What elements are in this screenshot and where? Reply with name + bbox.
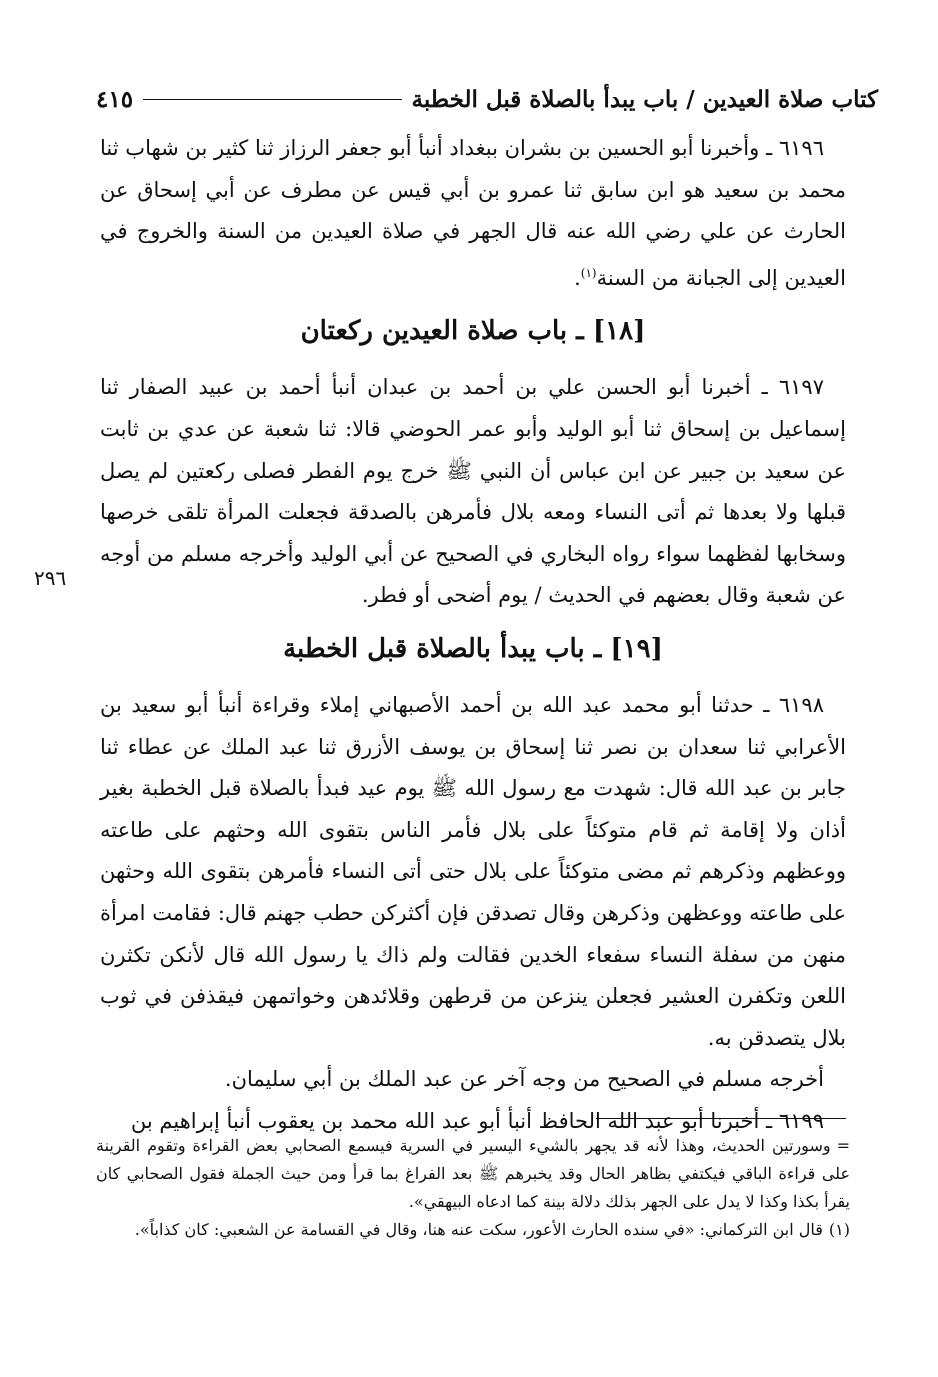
margin-page-reference: ٢٩٦ bbox=[34, 566, 67, 590]
hadith-6196-text: ٦١٩٦ ـ وأخبرنا أبو الحسين بن بشران ببغداد أنبأ أبو جعفر الرزاز ثنا كثير بن شهاب ثنا محمد بن سعيد هو ابن سابق ثنا عمرو بن أبي قيس عن مطرف عن أبي إسحاق عن الحارث عن علي رضي الله عنه قال الجهر في صلاة العيدين من السنة والخروج في العيدين إلى الجبانة من السنة bbox=[100, 136, 846, 290]
hadith-6196 bbox=[100, 128, 846, 299]
page-number: ٤١٥ bbox=[96, 86, 134, 113]
section-heading-19: [١٩] ـ باب يبدأ بالصلاة قبل الخطبة bbox=[283, 633, 663, 664]
footnote-1-marker: (١) bbox=[828, 1220, 850, 1239]
hadith-6198: ٦١٩٨ ـ حدثنا أبو محمد عبد الله بن أحمد الأصبهاني إملاء وقراءة أنبأ أبو سعيد بن الأعرابي ثنا سعدان بن نصر ثنا إسحاق بن يوسف الأزرق ثنا عبد الملك عن عطاء ثنا جابر بن عبد الله قال: شهدت مع رسول الله ﷺ يوم عيد فبدأ بالصلاة قبل الخطبة بغير أذان ولا إقامة ثم قام متوكئاً على بلال فأمر الناس بتقوى الله وحثهم على طاعته ووعظهم وذكرهم ثم مضى متوكئاً على بلال حتى أتى النساء فأمرهن بتقوى الله وحثهن على طاعته ووعظهن وذكرهن وقال تصدقن فإن أكثركن حطب جهنم قال: فقامت امرأة منهن من سفلة النساء سفعاء الخدين فقالت ولم ذاك يا رسول الله قال لأنكن تكثرن اللعن وتكفرن العشير فجعلن ينزعن من قرطهن وقلائدهن وخواتمهن فيقذفن في ثوب بلال يتصدقن به. bbox=[100, 692, 846, 1050]
main-text bbox=[100, 128, 846, 1142]
takhrij-6198: أخرجه مسلم في الصحيح من وجه آخر عن عبد الملك بن أبي سليمان. bbox=[224, 1067, 824, 1092]
footnote-1-text: قال ابن التركماني: «في سنده الحارث الأعور، سكت عنه هنا، وقال في القسامة عن الشعبي: كان كذاباً». bbox=[134, 1220, 823, 1239]
running-title: كتاب صلاة العيدين / باب يبدأ بالصلاة قبل الخطبة bbox=[411, 86, 878, 113]
footnotes bbox=[96, 1132, 850, 1244]
footnote-separator bbox=[596, 1118, 846, 1119]
hadith-6196-end: . bbox=[574, 265, 581, 290]
footnote-continuation-text: وسورتين الحديث، وهذا لأنه قد يجهر بالشيء اليسير في السرية فيسمع الصحابي بعض القراءة وتقوم القرينة على قراءة الباقي فيكتفي بظاهر الحال وقد يخبرهم ﷺ بعد الفراغ بما قرأ ومن حيث الجملة فقول الصحابي كان يقرأ بكذا وكذا لا يدل على الجهر بذلك دلالة بينة كما ادعاه البيهقي». bbox=[96, 1136, 850, 1211]
footnote-ref-1: (١) bbox=[580, 265, 597, 280]
footnote-1 bbox=[96, 1216, 850, 1244]
hadith-6199: ٦١٩٩ ـ أخبرنا أبو عبد الله الحافظ أنبأ أبو عبد الله محمد بن يعقوب أنبأ إبراهيم بن bbox=[130, 1108, 824, 1133]
running-head bbox=[96, 86, 878, 113]
footnote-continuation-marker: = bbox=[836, 1136, 850, 1155]
header-rule bbox=[143, 99, 401, 100]
section-heading-18: [١٨] ـ باب صلاة العيدين ركعتان bbox=[300, 316, 646, 347]
footnote-continuation bbox=[96, 1132, 850, 1216]
hadith-6197: ٦١٩٧ ـ أخبرنا أبو الحسن علي بن أحمد بن عبدان أنبأ أحمد بن عبيد الصفار ثنا إسماعيل بن إسحاق ثنا أبو الوليد وأبو عمر الحوضي قالا: ثنا شعبة عن عدي بن ثابت عن سعيد بن جبير عن ابن عباس أن النبي ﷺ خرج يوم الفطر فصلى ركعتين لم يصل قبلها ولا بعدها ثم أتى النساء ومعه بلال فأمرهن بالصدقة فجعلت المرأة تلقى خرصها وسخابها لفظهما سواء رواه البخاري في الصحيح عن أبي الوليد وأخرجه مسلم من أوجه عن شعبة وقال بعضهم في الحديث / يوم أضحى أو فطر. bbox=[100, 375, 846, 608]
